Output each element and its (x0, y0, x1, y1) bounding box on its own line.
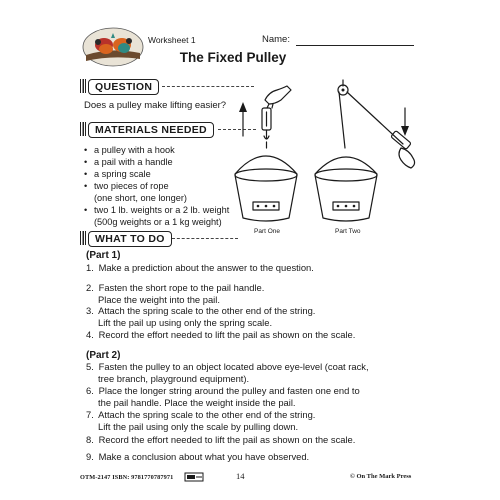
list-item (84, 168, 244, 180)
step-text: Fasten the pulley to an object located above eye-level (coat rack, (98, 361, 369, 372)
step-number: 7. (86, 409, 94, 420)
step-text-line2: tree branch, playground equipment). (98, 373, 250, 384)
step-number: 9. (86, 451, 94, 462)
step-number: 8. (86, 434, 94, 445)
name-label: Name: (262, 34, 290, 45)
step-text: Attach the spring scale to the other end of the string. (98, 305, 316, 316)
arrow-down-icon (401, 108, 409, 136)
list-item-text: a spring scale (94, 169, 151, 179)
step-item (86, 282, 426, 306)
step-number: 5. (86, 361, 94, 372)
bullet-icon: • (84, 157, 88, 167)
list-item-text: two pieces of rope (94, 181, 169, 191)
list-item-text: two 1 lb. weights or a 2 lb. weight (94, 205, 230, 215)
step-text: Make a prediction about the answer to the question. (98, 262, 314, 273)
step-text: Make a conclusion about what you have observed. (98, 451, 310, 462)
arrow-up-icon (239, 102, 247, 136)
worksheet-label: Worksheet 1 (148, 35, 196, 45)
part2-title: (Part 2) (86, 350, 121, 361)
list-item (84, 180, 244, 204)
heading-hatch-bar (80, 231, 86, 245)
bucket-icon (315, 157, 377, 221)
bullet-icon: • (84, 145, 88, 155)
list-item (84, 156, 244, 168)
step-number: 1. (86, 262, 94, 273)
spring-scale-icon (391, 131, 411, 150)
heading-hatch-bar (80, 79, 86, 93)
hand-icon (399, 148, 415, 168)
step-number: 2. (86, 282, 94, 293)
caption-part-one: Part One (254, 228, 281, 235)
step-item (86, 305, 426, 329)
spring-scale-icon (262, 108, 271, 139)
bullet-icon: • (84, 181, 88, 191)
step-text-line2: Place the weight into the pail. (98, 294, 220, 305)
list-item (84, 144, 244, 156)
step-item (86, 385, 426, 409)
step-number: 4. (86, 329, 94, 340)
step-item (86, 361, 426, 385)
step-text: Attach the spring scale to the other end of the string. (98, 409, 316, 420)
step-item (86, 262, 426, 274)
name-input-line[interactable] (296, 45, 414, 46)
step-number: 6. (86, 385, 94, 396)
publisher-logo-icon (184, 469, 204, 479)
question-text: Does a pulley make lifting easier? (84, 100, 227, 111)
step-text-line2: Lift the pail up using only the spring scale. (98, 317, 273, 328)
list-item (84, 204, 244, 228)
materials-heading-label: MATERIALS NEEDED (88, 122, 214, 138)
part1-title: (Part 1) (86, 250, 121, 261)
bullet-icon: • (84, 169, 88, 179)
birds-logo (82, 25, 144, 69)
step-item (86, 329, 426, 341)
footer-copyright: © On The Mark Press (350, 473, 412, 480)
list-item-text-line2: (500g weights or a 1 kg weight) (94, 217, 222, 227)
step-text-line2: the pail handle. Place the weight inside the pail. (98, 397, 296, 408)
step-text-line2: Lift the pail using only the scale by pulling down. (98, 421, 299, 432)
caption-part-two: Part Two (335, 228, 361, 235)
step-item (86, 409, 426, 433)
step-text: Record the effort needed to lift the pail as shown on the scale. (98, 329, 356, 340)
what-to-do-heading (80, 231, 258, 247)
question-heading-label: QUESTION (88, 79, 159, 95)
list-item-text-line2: (one short, one longer) (94, 193, 187, 203)
hand-icon (265, 86, 291, 108)
page-title: The Fixed Pulley (179, 50, 287, 65)
step-number: 3. (86, 305, 94, 316)
step-item (86, 434, 426, 446)
page-number: 14 (236, 471, 245, 481)
what-to-do-heading-label: WHAT TO DO (88, 231, 172, 247)
step-text: Fasten the short rope to the pail handle. (98, 282, 265, 293)
footer-code-isbn: OTM-2147 ISBN: 9781770787971 (80, 474, 174, 481)
step-item (86, 451, 426, 463)
list-item-text: a pulley with a hook (94, 145, 175, 155)
heading-hatch-bar (80, 122, 86, 136)
pulley-illustration (225, 78, 425, 248)
step-text: Record the effort needed to lift the pail as shown on the scale. (98, 434, 356, 445)
materials-list (84, 144, 244, 228)
list-item-text: a pail with a handle (94, 157, 173, 167)
heading-dashed-rule (172, 238, 238, 239)
bucket-icon (235, 156, 297, 221)
bullet-icon: • (84, 205, 88, 215)
step-text: Place the longer string around the pulley and fasten one end to (98, 385, 360, 396)
